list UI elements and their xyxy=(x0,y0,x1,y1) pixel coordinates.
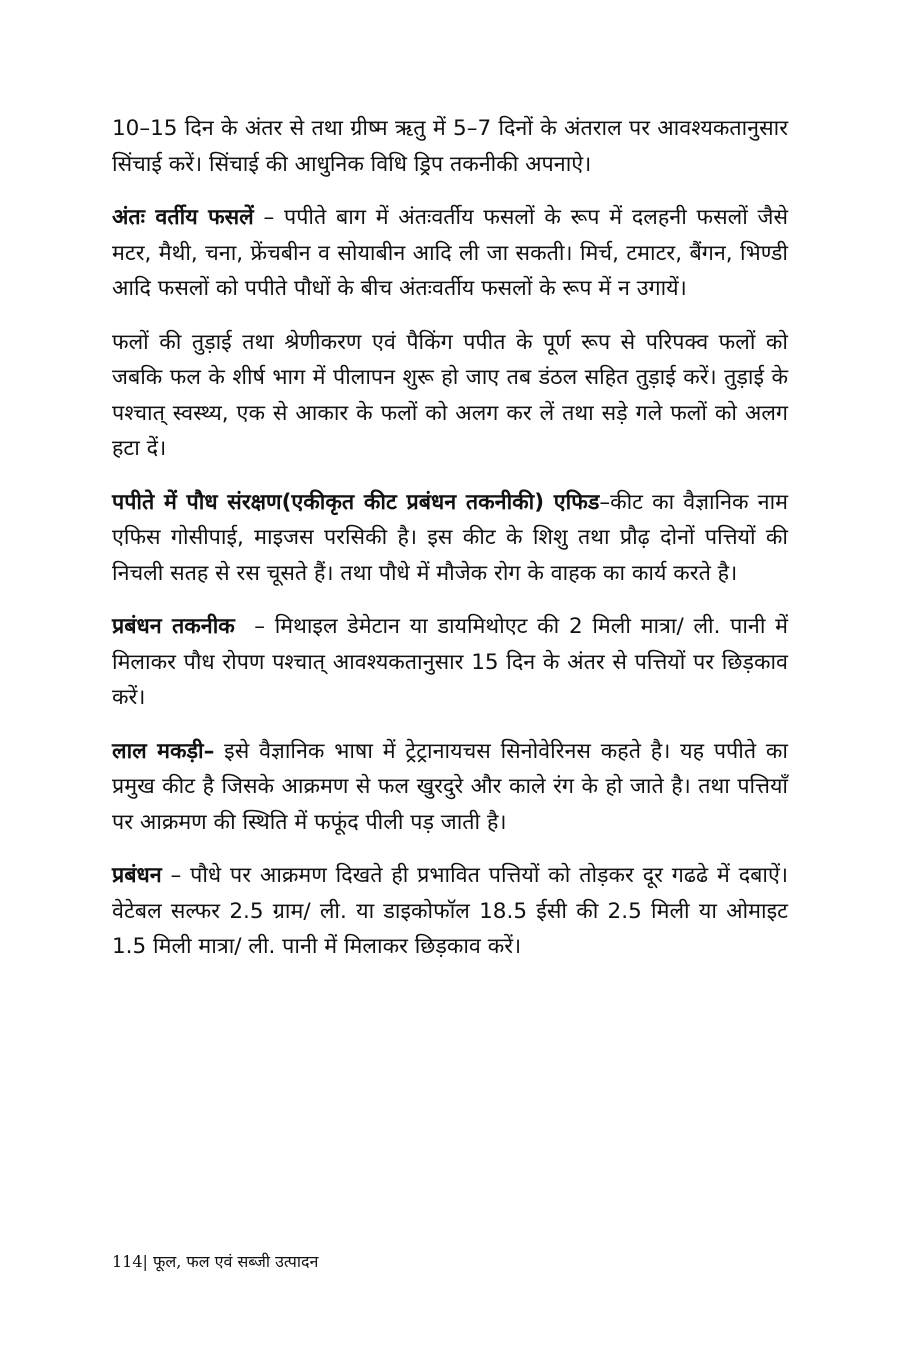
paragraph-text: इसे वैज्ञानिक भाषा में ट्रेट्रानायचस सिनोवेरिनस कहते है। यह पपीते का प्रमुख कीट है जिसके आक्रमण से फल खुरदुरे और काले रंग के हो जाते है। तथा पत्तियाँ पर आक्रमण की स्थिति में फफूंद पीली पड़ जाती है। xyxy=(112,738,788,835)
page-number: 114 xyxy=(112,1252,143,1271)
paragraph-heading: प्रबंधन तकनीक xyxy=(112,614,235,639)
paragraph-text: –कीट का वैज्ञानिक नाम एफिस गोसीपाई, माइजस परसिकी है। इस कीट के शिशु तथा प्रौढ़ दोनों पत्तियों की निचली सतह से रस चूसते हैं। तथा पौधे में मौजेक रोग के वाहक का कार्य करते है। xyxy=(112,489,788,586)
paragraph-heading: प्रबंधन xyxy=(112,863,162,888)
paragraph-text: – मिथाइल डेमेटान या डायमिथोएट की 2 मिली मात्रा/ ली. पानी में मिलाकर पौध रोपण पश्चात् आवश्यकतानुसार 15 दिन के अंतर से पत्तियों पर छिड़काव करें। xyxy=(112,614,795,710)
paragraph-text: – पौधे पर आक्रमण दिखते ही प्रभावित पत्तियों को तोड़कर दूर गढढे में दबाऐं। वेटेबल सल्फर 2.5 ग्राम/ ली. या डाइकोफॉल 18.5 ईसी की 2.5 मिली या ओमाइट 1.5 मिली मात्रा/ ली. पानी में मिलाकर छिड़काव करें। xyxy=(112,863,788,959)
paragraph-irrigation xyxy=(112,111,788,182)
paragraph-harvesting xyxy=(112,325,788,467)
paragraph-heading: अंतः वर्तीय फसलें xyxy=(112,205,254,230)
paragraph-management xyxy=(112,858,788,965)
paragraph-heading: पपीते में पौध संरक्षण(एकीकृत कीट प्रबंधन तकनीकी) एफिड xyxy=(112,489,600,515)
paragraph-text: फलों की तुड़ाई तथा श्रेणीकरण एवं पैकिंग पपीत के पूर्ण रूप से परिपक्व फलों को जबकि फल के शीर्ष भाग में पीलापन शुरू हो जाए तब डंठल सहित तुड़ाई करें। तुड़ाई के पश्चात् स्वस्थ्य, एक से आकार के फलों को अलग कर लें तथा सड़े गले फलों को अलग हटा दें। xyxy=(112,329,788,461)
page-footer xyxy=(112,1250,318,1272)
footer-separator: | xyxy=(142,1252,148,1271)
paragraph-heading: लाल मकड़ी– xyxy=(112,738,215,764)
book-title: फूल, फल एवं सब्जी उत्पादन xyxy=(147,1252,319,1271)
page-body xyxy=(112,111,795,983)
paragraph-aphid xyxy=(112,485,788,592)
paragraph-text: 10–15 दिन के अंतर से तथा ग्रीष्म ऋतु में 5–7 दिनों के अंतराल पर आवश्यकतानुसार सिंचाई करें। सिंचाई की आधुनिक विधि ड्रिप तकनीकी अपनाऐ। xyxy=(112,116,788,177)
paragraph-intercrops xyxy=(112,200,788,307)
paragraph-text: – पपीते बाग में अंतःवर्तीय फसलों के रूप में दलहनी फसलों जैसे मटर, मैथी, चना, फ्रेंचबीन व सोयाबीन आदि ली जा सकती। मिर्च, टमाटर, बैंगन, भिण्डी आदि फसलों को पपीते पौधों के बीच अंतःवर्तीय फसलों के रूप में न उगायें। xyxy=(112,205,788,301)
paragraph-red-mite xyxy=(112,734,788,841)
paragraph-management-technique xyxy=(112,609,795,716)
